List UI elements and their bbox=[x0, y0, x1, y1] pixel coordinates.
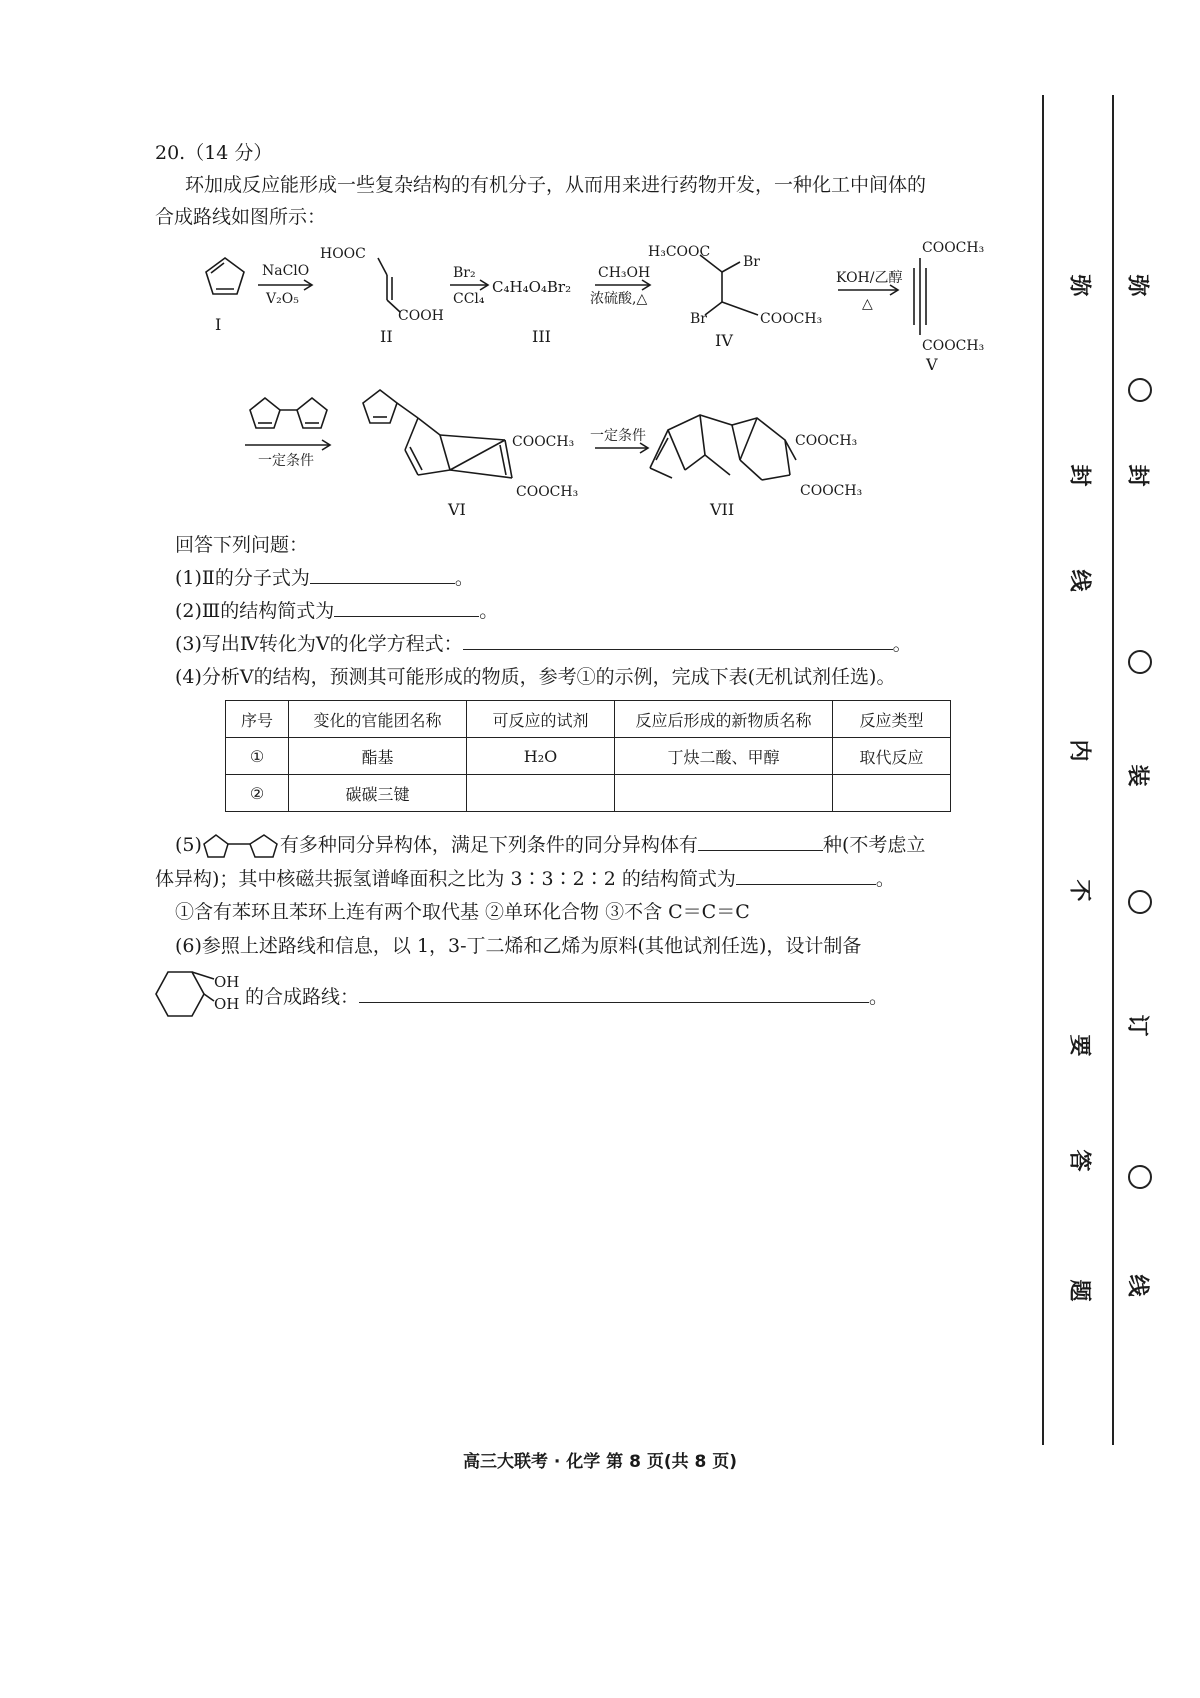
table-header: 变化的官能团名称 bbox=[289, 701, 467, 738]
sidebar-inner-char: 封 bbox=[1124, 464, 1150, 487]
reagent-3-bottom: 浓硫酸,△ bbox=[590, 291, 648, 307]
reagent-2-top: Br₂ bbox=[453, 265, 476, 281]
sidebar-circle bbox=[1128, 890, 1152, 914]
reagent-1-top: NaClO bbox=[262, 263, 310, 279]
table-header-row bbox=[226, 701, 951, 738]
group-cooch3-VI-top: COOCH₃ bbox=[512, 434, 575, 450]
sidebar-circle bbox=[1128, 1165, 1152, 1189]
part-5-period: 。 bbox=[875, 868, 895, 890]
table-cell: ② bbox=[226, 775, 289, 812]
compound-III-formula: C₄H₄O₄Br₂ bbox=[492, 278, 572, 296]
sidebar-outer-char: 弥 bbox=[1066, 274, 1092, 297]
table-answer-cell[interactable] bbox=[467, 775, 615, 812]
part-5-text-end: 种(不考虑立 bbox=[822, 834, 926, 856]
group-br-1: Br bbox=[743, 254, 760, 270]
seal-line-inner bbox=[1042, 95, 1044, 1445]
answer-prompt: 回答下列问题： bbox=[175, 534, 309, 556]
reagent-1-bottom: V₂O₅ bbox=[266, 291, 299, 307]
reaction-table bbox=[225, 700, 951, 812]
table-cell: 碳碳三键 bbox=[289, 775, 467, 812]
reagent-2-bottom: CCl₄ bbox=[453, 291, 485, 307]
sidebar-inner-char: 装 bbox=[1124, 764, 1150, 787]
table-cell: 酯基 bbox=[289, 738, 467, 775]
group-hooc: HOOC bbox=[320, 246, 366, 262]
part-6-period: 。 bbox=[869, 986, 889, 1008]
group-cooh: COOH bbox=[398, 308, 444, 324]
label-II: II bbox=[380, 327, 393, 346]
oh-group-1: OH bbox=[214, 973, 240, 991]
table-header: 可反应的试剂 bbox=[467, 701, 615, 738]
table-header: 反应类型 bbox=[833, 701, 951, 738]
sidebar-outer-char: 封 bbox=[1066, 464, 1092, 487]
part-6-route-blank[interactable] bbox=[359, 1002, 869, 1003]
group-cooch3-V-top: COOCH₃ bbox=[922, 240, 985, 256]
oh-group-2: OH bbox=[214, 995, 240, 1013]
part-3-period: 。 bbox=[892, 633, 912, 655]
table-cell: 丁炔二酸、甲醇 bbox=[615, 738, 833, 775]
table-answer-cell[interactable] bbox=[833, 775, 951, 812]
reagent-4-top: KOH/乙醇 bbox=[836, 270, 903, 286]
part-6-line1: (6)参照上述路线和信息，以 1，3-丁二烯和乙烯为原料(其他试剂任选)，设计制备 bbox=[175, 935, 862, 957]
label-IV: IV bbox=[715, 331, 733, 350]
part-3 bbox=[175, 629, 912, 656]
part-2-answer-blank[interactable] bbox=[334, 616, 479, 617]
group-cooch3-IV: COOCH₃ bbox=[760, 311, 823, 327]
part-5-count-blank[interactable] bbox=[698, 850, 823, 851]
part-5-conditions: ①含有苯环且苯环上连有两个取代基 ②单环化合物 ③不含 C＝C＝C bbox=[175, 901, 750, 923]
part-1-period: 。 bbox=[454, 567, 474, 589]
sidebar-outer-char: 要 bbox=[1066, 1034, 1092, 1057]
part-5-line2-text: 体异构)；其中核磁共振氢谱峰面积之比为 3∶3∶2∶2 的结构简式为 bbox=[155, 868, 736, 890]
sidebar-circle bbox=[1128, 378, 1152, 402]
group-cooch3-VII-bottom: COOCH₃ bbox=[800, 483, 863, 499]
table-row bbox=[226, 775, 951, 812]
part-3-answer-blank[interactable] bbox=[463, 649, 893, 650]
part-5-line2 bbox=[155, 864, 895, 891]
table-header: 序号 bbox=[226, 701, 289, 738]
part-2-text: (2)Ⅲ的结构简式为 bbox=[175, 600, 335, 622]
question-intro-line1: 环加成反应能形成一些复杂结构的有机分子，从而用来进行药物开发，一种化工中间体的 bbox=[185, 174, 927, 196]
group-cooch3-V-bottom: COOCH₃ bbox=[922, 338, 985, 354]
sidebar-inner-char: 弥 bbox=[1124, 274, 1150, 297]
table-cell: H₂O bbox=[467, 738, 615, 775]
part-1-answer-blank[interactable] bbox=[310, 583, 455, 584]
table-header: 反应后形成的新物质名称 bbox=[615, 701, 833, 738]
label-III: III bbox=[532, 327, 551, 346]
part-3-text: (3)写出Ⅳ转化为Ⅴ的化学方程式： bbox=[175, 633, 463, 655]
table-cell: ① bbox=[226, 738, 289, 775]
part-2-period: 。 bbox=[479, 600, 499, 622]
sidebar-outer-char: 线 bbox=[1066, 569, 1092, 592]
part-6-line2 bbox=[245, 982, 888, 1009]
sidebar-inner-char: 线 bbox=[1124, 1274, 1150, 1297]
group-cooch3-VII-top: COOCH₃ bbox=[795, 433, 858, 449]
table-answer-cell[interactable] bbox=[615, 775, 833, 812]
question-number: 20.（14 分） bbox=[155, 142, 273, 164]
part-5-text: 有多种同分异构体，满足下列条件的同分异构体有 bbox=[279, 834, 698, 856]
sidebar-outer-char: 答 bbox=[1066, 1149, 1092, 1172]
part-1 bbox=[175, 563, 474, 590]
part-6-line2-text: 的合成路线： bbox=[245, 986, 360, 1008]
label-VII: VII bbox=[710, 500, 735, 519]
reagent-3-top: CH₃OH bbox=[598, 265, 651, 281]
table-row bbox=[226, 738, 951, 775]
part-5-structure-blank[interactable] bbox=[736, 884, 876, 885]
part-4-text: (4)分析Ⅴ的结构，预测其可能形成的物质，参考①的示例，完成下表(无机试剂任选)。 bbox=[175, 666, 896, 688]
sidebar-outer-char: 内 bbox=[1066, 739, 1092, 762]
sidebar-inner-char: 订 bbox=[1124, 1014, 1150, 1037]
cyclohexanediol-structure bbox=[150, 965, 245, 1023]
reagent-6: 一定条件 bbox=[590, 428, 646, 444]
synthesis-route-diagram bbox=[0, 0, 1200, 540]
part-1-text: (1)Ⅱ的分子式为 bbox=[175, 567, 310, 589]
label-V: V bbox=[926, 355, 938, 374]
group-br-2: Br bbox=[690, 311, 707, 327]
part-5 bbox=[175, 830, 925, 859]
part-2 bbox=[175, 596, 498, 623]
reagent-4-bottom: △ bbox=[862, 296, 873, 312]
reagent-5: 一定条件 bbox=[258, 453, 314, 469]
table-cell: 取代反应 bbox=[833, 738, 951, 775]
sidebar-outer-char: 题 bbox=[1066, 1279, 1092, 1302]
bicyclopentadiene-structure bbox=[202, 833, 280, 859]
question-intro-line2: 合成路线如图所示： bbox=[155, 206, 327, 228]
group-cooch3-VI-bottom: COOCH₃ bbox=[516, 484, 579, 500]
sidebar-circle bbox=[1128, 650, 1152, 674]
group-h3cooc: H₃COOC bbox=[648, 244, 711, 260]
seal-line-outer bbox=[1112, 95, 1114, 1445]
page-footer: 高三大联考 · 化学 第 8 页(共 8 页) bbox=[462, 1452, 738, 1472]
part-5-number: (5) bbox=[175, 834, 202, 856]
label-VI: VI bbox=[448, 500, 466, 519]
sidebar-outer-char: 不 bbox=[1066, 879, 1092, 902]
label-I: I bbox=[215, 315, 222, 334]
